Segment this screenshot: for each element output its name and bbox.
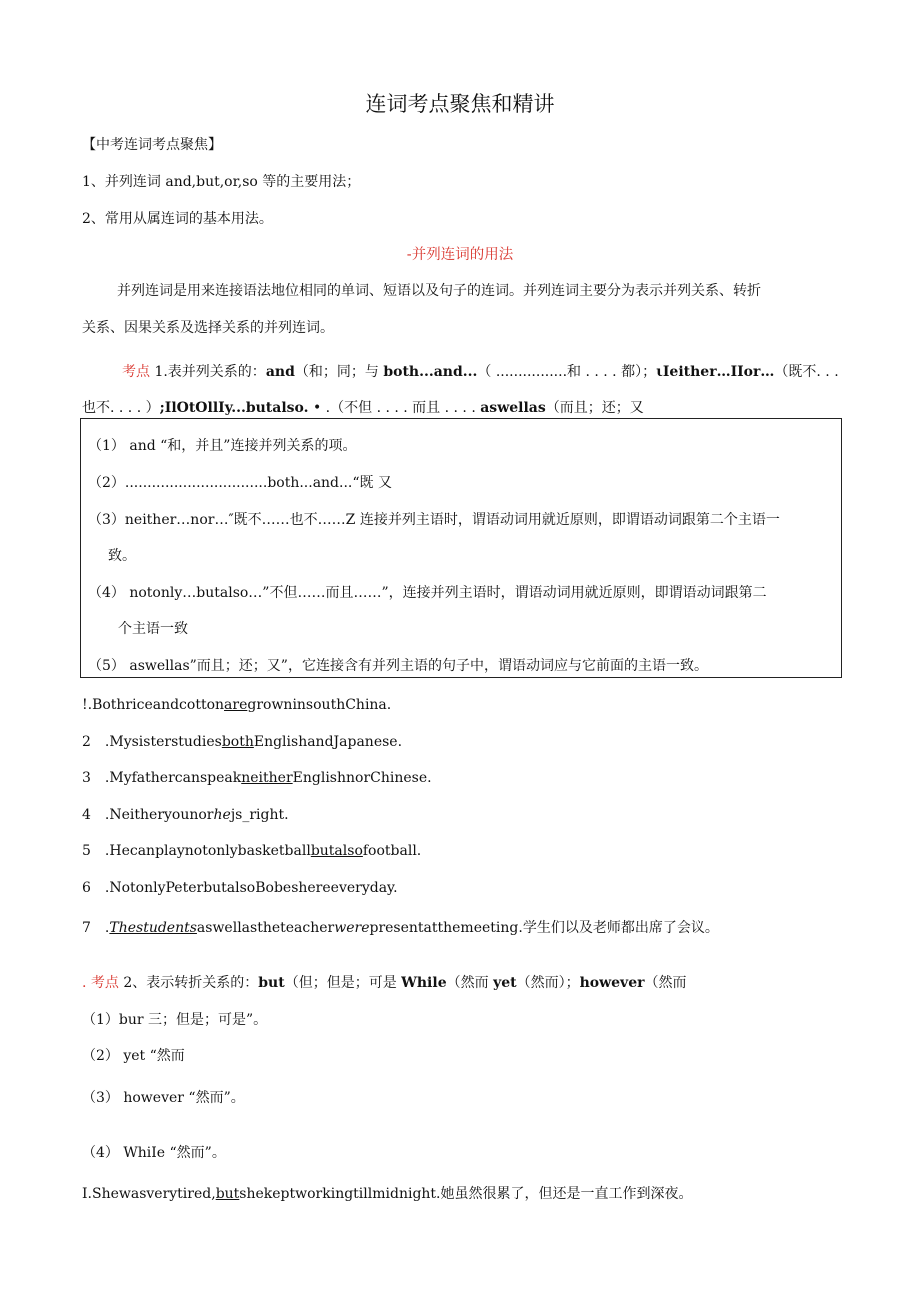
kaodian-1-line-1	[122, 361, 839, 381]
box-line-1: （1） and “和，并且”连接并列关系的项。	[88, 438, 357, 454]
ex4-num: 4	[82, 807, 91, 823]
kp1-both: both...and...	[383, 364, 478, 380]
ex8-underline: but	[215, 1186, 240, 1202]
kp2-text-d: （然而）；	[516, 975, 580, 991]
example-1	[82, 697, 391, 713]
kp1-text-g: （而且；还；又	[545, 400, 644, 416]
kp1-neither: ιIeither…IIor…	[656, 364, 775, 380]
box-line-7: （5） aswellas”而且；还；又”，它连接含有并列主语的句子中，谓语动词应与它前面的主语一致。	[88, 658, 708, 674]
list2-item-1: （1）bur 三；但是；可是”。	[82, 1012, 268, 1028]
box-line-6: 个主语一致	[118, 621, 188, 637]
ex6-a: .NotonlyPeterbutalsoBobeshereeveryday.	[104, 880, 398, 896]
ex7-b: presentatthemeeting.学生们以及老师都出席了会议。	[369, 920, 719, 936]
explanation-box	[80, 418, 842, 678]
ex2-a: .Mysisterstudies	[104, 734, 222, 750]
example-8	[82, 1183, 693, 1203]
ex6-num: 6	[82, 880, 91, 896]
ex5-underline: butalso	[310, 843, 363, 859]
kp2-text-a: 2、表示转折关系的：	[118, 975, 259, 991]
point-2: 2、常用从属连词的基本用法。	[82, 211, 273, 227]
ex8-b: shekeptworkingtillmidnight.她虽然很累了，但还是一直工作到深夜。	[239, 1186, 693, 1202]
box-line-4: 致。	[108, 548, 136, 564]
ex3-underline: neither	[241, 770, 293, 786]
kp1-notonly: ;IlOtOllIy...butalso.	[159, 400, 309, 416]
box-line-2: （2）................................both...and...“既 又	[88, 475, 392, 491]
subtitle: -并列连词的用法	[406, 247, 514, 263]
example-5	[82, 843, 421, 859]
box-line-5: （4） notonly…butalso…”不但……而且……”，连接并列主语时，谓语动词用就近原则，即谓语动词跟第二	[88, 585, 767, 601]
kp1-and: and	[265, 364, 295, 380]
example-2	[82, 734, 402, 750]
example-4	[82, 807, 289, 823]
ex7-num: 7	[82, 920, 91, 936]
ex5-a: .Hecanplaynotonlybasketball	[104, 843, 311, 859]
kp2-text-b: （但；但是；可是	[284, 975, 402, 991]
ex5-b: football.	[362, 843, 422, 859]
kp1-text-f: • .（不但 . . . . 而且 . . . .	[308, 400, 481, 416]
list2-item-3: （3） however “然而”。	[82, 1090, 245, 1106]
ex5-num: 5	[82, 843, 91, 859]
ex8-a: I.Shewasverytired,	[82, 1186, 216, 1202]
ex1-underline: are	[224, 697, 248, 713]
example-3	[82, 770, 432, 786]
ex7-a: aswellastheteacher	[196, 920, 335, 936]
kp2-yet: yet	[493, 975, 517, 991]
kp2-while: While	[401, 975, 447, 991]
example-7: 7 .Thestudentsaswellastheteacherwerepresentatthemeeting.学生们以及老师都出席了会议。	[82, 920, 719, 936]
ex3-num: 3	[82, 770, 91, 786]
ex1-a: !.Bothriceandcotton	[82, 697, 225, 713]
ex2-underline: both	[221, 734, 254, 750]
kp2-text-c: （然而	[446, 975, 494, 991]
page-title: 连词考点聚焦和精讲	[365, 92, 555, 116]
box-line-3: （3）neither…nor…″既不……也不……Z 连接并列主语时，谓语动词用就近原则，即谓语动词跟第二个主语一	[88, 512, 780, 528]
intro-line-2: 关系、因果关系及选择关系的并列连词。	[82, 320, 334, 336]
kp1-text-a: 1.表并列关系的：	[150, 364, 266, 380]
kaodian-label: 考点	[122, 364, 150, 380]
ex4-a: .Neitheryounor	[104, 807, 214, 823]
example-6	[82, 880, 398, 896]
point-1: 1、并列连词 and,but,or,so 等的主要用法；	[82, 174, 361, 190]
ex2-num: 2	[82, 734, 91, 750]
list2-item-4: （4） WhiIe “然而”。	[82, 1145, 226, 1161]
ex2-b: EnglishandJapanese.	[253, 734, 403, 750]
kp2-but: but	[258, 975, 285, 991]
kaodian-2-line	[82, 972, 686, 992]
list2-item-2: （2） yet “然而	[82, 1048, 185, 1064]
kp1-text-e: 也不. . . . ）	[82, 400, 160, 416]
ex1-b: growninsouthChina.	[247, 697, 392, 713]
ex3-b: EnglishnorChinese.	[292, 770, 432, 786]
ex4-b: js_right.	[230, 807, 289, 823]
ex4-italic: he	[213, 807, 231, 823]
kaodian-2-label: . 考点	[82, 975, 119, 991]
section-header: 【中考连词考点聚焦】	[82, 137, 222, 153]
ex7-underline: Thestudents	[109, 920, 197, 936]
intro-line-1: 并列连词是用来连接语法地位相同的单词、短语以及句子的连词。并列连词主要分为表示并列关系、转折	[117, 283, 761, 299]
kp1-text-b: （和；同；与	[294, 364, 384, 380]
kp1-aswellas: aswellas	[480, 400, 546, 416]
kp2-however: however	[579, 975, 645, 991]
kp1-text-c: （ ................和 . . . . 都）；	[477, 364, 657, 380]
kp2-text-e: （然而	[644, 975, 687, 991]
kp1-text-d: （既不. . .	[774, 364, 839, 380]
ex3-a: .Myfathercanspeak	[104, 770, 242, 786]
ex7-italic: were	[334, 920, 370, 936]
kaodian-1-line-2	[82, 397, 644, 417]
